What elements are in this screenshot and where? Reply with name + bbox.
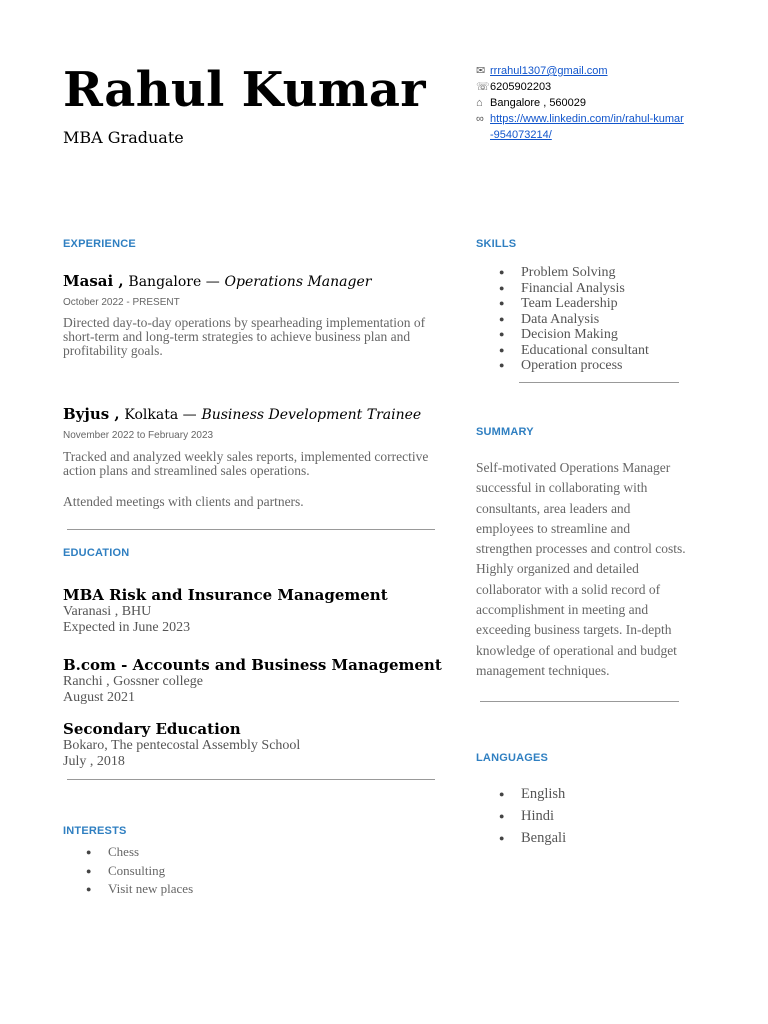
link-icon: ∞ [476, 113, 484, 125]
education-entry [63, 720, 300, 770]
list-item: ● Bengali [499, 827, 566, 849]
phone-number: 6205902203 [490, 81, 552, 93]
job-company: Masai , [63, 272, 124, 290]
list-item: ● Decision Making [499, 327, 649, 343]
list-item: ● Problem Solving [499, 265, 649, 281]
home-icon: ⌂ [476, 97, 483, 109]
list-item: ● Data Analysis [499, 312, 649, 328]
interests-list [86, 843, 193, 899]
interests-heading: INTERESTS [63, 825, 127, 837]
job-heading [63, 405, 421, 423]
linkedin-link[interactable]: https://www.linkedin.com/in/rahul-kumar-954073214/ [490, 113, 684, 141]
education-degree: MBA Risk and Insurance Management [63, 586, 388, 604]
education-place: Ranchi , Gossner college [63, 674, 203, 689]
candidate-name: Rahul Kumar [63, 62, 426, 118]
job-description: Attended meetings with clients and partners. [63, 494, 304, 509]
education-date: Expected in June 2023 [63, 620, 191, 635]
job-location: Kolkata — [124, 407, 197, 423]
job-company: Byjus , [63, 405, 120, 423]
job-location: Bangalore — [128, 274, 220, 290]
skills-list [499, 265, 649, 374]
experience-heading: EXPERIENCE [63, 238, 136, 250]
summary-heading: SUMMARY [476, 426, 534, 438]
section-divider [480, 701, 679, 702]
education-place: Varanasi , BHU [63, 604, 152, 619]
email-icon: ✉ [476, 65, 486, 77]
education-degree: Secondary Education [63, 720, 241, 738]
job-heading [63, 272, 371, 290]
list-item: ● Operation process [499, 358, 649, 374]
email-link[interactable]: rrrahul1307@gmail.com [490, 65, 608, 77]
contact-block [476, 63, 686, 143]
list-item: ● Visit new places [86, 880, 193, 899]
education-date: July , 2018 [63, 754, 125, 769]
skills-heading: SKILLS [476, 238, 517, 250]
job-description: Directed day-to-day operations by spearheading implementation of short-term and long-term strategies to achieve business plan and profitability goals. [63, 315, 426, 358]
list-item: ● Chess [86, 843, 193, 862]
list-item: ● English [499, 783, 566, 805]
phone-icon: ☏ [476, 81, 490, 93]
section-divider [519, 382, 679, 383]
education-entry [63, 586, 388, 636]
languages-heading: LANGUAGES [476, 752, 549, 764]
education-heading: EDUCATION [63, 547, 130, 559]
list-item: ● Financial Analysis [499, 281, 649, 297]
list-item: ● Consulting [86, 862, 193, 881]
languages-list [499, 783, 566, 849]
section-divider [67, 779, 435, 780]
address: Bangalore , 560029 [490, 97, 587, 109]
list-item: ● Team Leadership [499, 296, 649, 312]
job-dates: October 2022 - PRESENT [63, 297, 180, 308]
education-entry [63, 656, 442, 706]
education-place: Bokaro, The pentecostal Assembly School [63, 738, 301, 753]
job-role: Business Development Trainee [201, 407, 422, 423]
list-item: ● Hindi [499, 805, 566, 827]
section-divider [67, 529, 435, 530]
job-dates: November 2022 to February 2023 [63, 430, 214, 441]
summary-text: Self-motivated Operations Manager successful in collaborating with consultants, area leaders and employees to streamline and strengthen processes and control costs. Highly organized and detailed collaborator with a solid record of accomplishment in meeting and exceeding business targets. In-depth knowledge of operational and budget management techniques. [476, 460, 686, 678]
education-degree: B.com - Accounts and Business Management [63, 656, 442, 674]
education-date: August 2021 [63, 690, 135, 705]
list-item: ● Educational consultant [499, 343, 649, 359]
candidate-subtitle: MBA Graduate [63, 128, 184, 147]
job-description: Tracked and analyzed weekly sales reports, implemented corrective action plans and streamlined sales operations. [63, 449, 429, 478]
job-role: Operations Manager [224, 274, 372, 290]
